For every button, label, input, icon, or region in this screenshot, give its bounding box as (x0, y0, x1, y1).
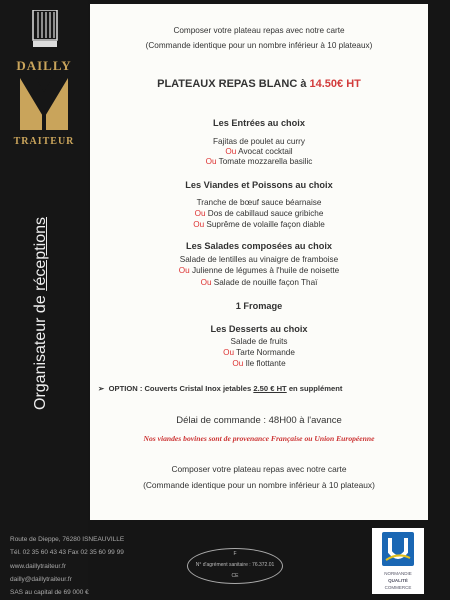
option-line: ➢ OPTION : Couverts Cristal Inox jetables 2.50 € HT en supplément (98, 384, 343, 393)
menu-price: 14.50€ HT (309, 78, 361, 90)
arrow-icon: ➢ (98, 384, 109, 393)
quality-logo-icon (382, 532, 414, 566)
quality-badge (372, 528, 424, 594)
company-info: SAS au capital de 69 000 € (10, 589, 89, 596)
stamp-bottom: CE (231, 573, 239, 579)
badge-line-2: QUALITÉ (388, 578, 408, 583)
chef-hat-icon (32, 10, 58, 48)
tagline-underlined: réceptions (32, 216, 49, 291)
menu-title-text: PLATEAUX REPAS BLANC à (157, 78, 310, 90)
outro-line-2: (Commande identique pour un nombre inférieur à 10 plateaux) (143, 480, 375, 490)
sanitary-stamp (187, 548, 283, 584)
menu-item: Ou Suprême de volaille façon diable (193, 220, 325, 229)
menu-item: Ou Avocat cocktail (225, 147, 293, 156)
address: Route de Dieppe, 76280 ISNEAUVILLE (10, 536, 125, 543)
intro-line-2: (Commande identique pour un nombre inférieur à 10 plateaux) (145, 41, 373, 50)
section-heading-desserts: Les Desserts au choix (210, 324, 308, 334)
tagline (32, 217, 50, 410)
section-heading-viandes: Les Viandes et Poissons au choix (185, 180, 333, 190)
menu-item: Ou Ile flottante (232, 359, 286, 368)
dailly-logo (8, 8, 80, 148)
phone-fax: Tél. 02 35 60 43 43 Fax 02 35 60 99 99 (10, 549, 124, 556)
section-heading-fromage: 1 Fromage (235, 301, 283, 311)
menu-item: Ou Dos de cabillaud sauce gribiche (194, 209, 324, 218)
website-link[interactable]: www.daillytraiteur.fr (10, 563, 66, 570)
menu-title (90, 78, 428, 90)
intro-line-1: Composer votre plateau repas avec notre carte (173, 26, 345, 35)
brand-name: DAILLY (16, 58, 72, 73)
brand-subtitle: TRAITEUR (13, 136, 75, 147)
menu-item: Salade de lentilles au vinaigre de framboise (179, 255, 339, 264)
section-heading-entrees: Les Entrées au choix (213, 118, 305, 128)
sidebar (0, 0, 88, 600)
tuxedo-icon (20, 78, 68, 130)
email-link[interactable]: dailly@daillytraiteur.fr (10, 576, 72, 583)
menu-item: Fajitas de poulet au curry (213, 137, 305, 146)
menu-item: Ou Tarte Normande (223, 348, 295, 357)
menu-item: Ou Julienne de légumes à l'huile de noisette (178, 266, 340, 275)
stamp-top: F (233, 551, 237, 557)
tagline-text: Organisateur de (32, 290, 49, 410)
outro-line-1: Composer votre plateau repas avec notre carte (171, 464, 347, 474)
badge-line-3: COMMERCE (384, 585, 412, 590)
menu-sheet (90, 4, 428, 520)
badge-line-1: NORMANDIE (384, 571, 412, 576)
stamp-number: N° d'agrément sanitaire : 76.372.01 (195, 562, 275, 568)
section-heading-salades: Les Salades composées au choix (185, 241, 333, 251)
menu-item: Tranche de bœuf sauce béarnaise (196, 198, 322, 207)
menu-item: Salade de fruits (230, 337, 288, 346)
origin-note: Nos viandes bovines sont de provenance Française ou Union Européenne (143, 434, 375, 443)
order-delay: Délai de commande : 48H00 à l'avance (176, 415, 342, 426)
menu-item: Ou Tomate mozzarella basilic (205, 157, 313, 166)
menu-item: Ou Salade de nouille façon Thaï (200, 278, 318, 287)
